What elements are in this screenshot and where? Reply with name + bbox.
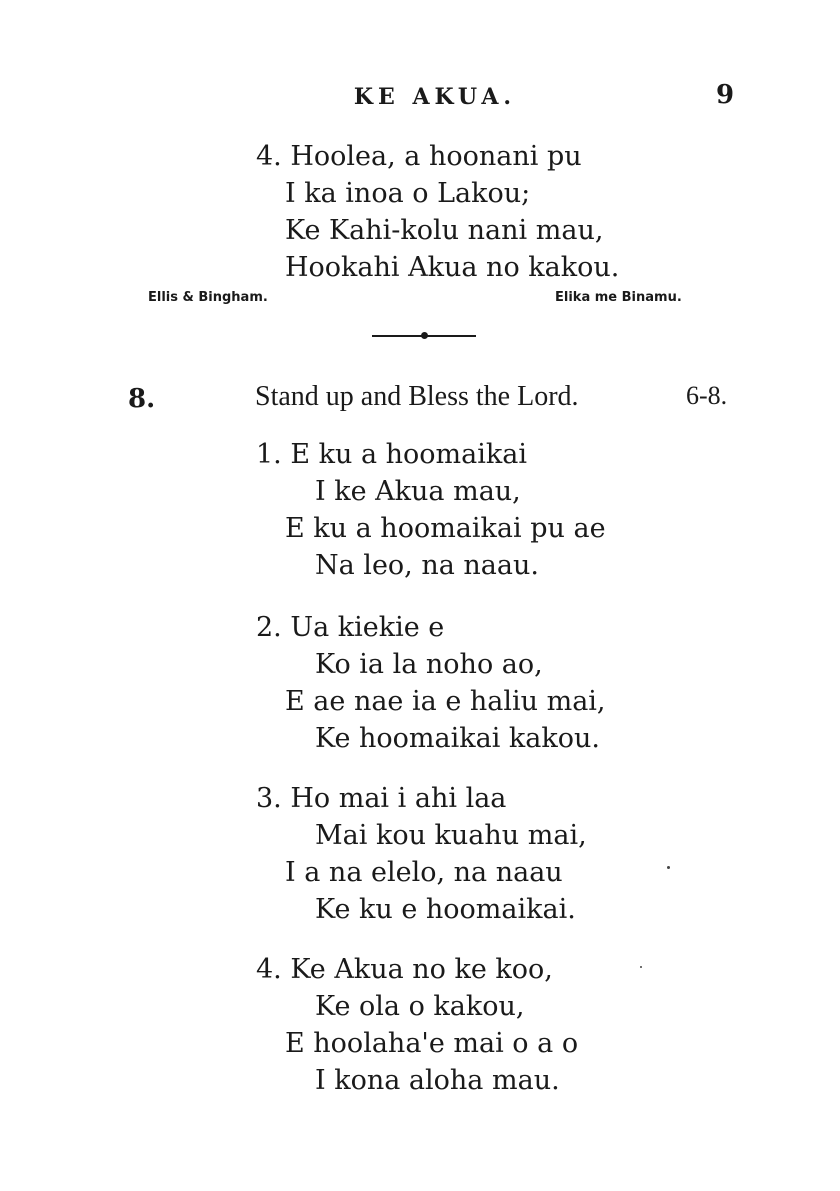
verse-line: I ka inoa o Lakou; [285,178,531,209]
separator-ornament [421,332,428,339]
page-number: 9 [716,80,735,110]
verse-line: Mai kou kuahu mai, [315,820,587,851]
verse-line: E ku a hoomaikai pu ae [285,513,606,544]
verse-line: 1. E ku a hoomaikai [256,439,527,470]
verse-line: I kona aloha mau. [315,1065,560,1096]
verse-line: E hoolaha'e mai o a o [285,1028,579,1059]
hymn-title: Stand up and Bless the Lord. [255,381,579,412]
verse-line: 2. Ua kiekie e [256,612,445,643]
print-speck [640,966,642,968]
verse-line: E ae nae ia e haliu mai, [285,686,606,717]
verse-line: Hookahi Akua no kakou. [285,252,620,283]
verse-line: 4. Hoolea, a hoonani pu [256,141,582,172]
running-head: KE AKUA. [353,84,517,110]
verse-line: Ke ola o kakou, [315,991,525,1022]
hymn-meter: 6-8. [686,381,728,410]
verse-line: I ke Akua mau, [315,476,521,507]
hymn-number: 8. [128,384,156,414]
verse-line: 3. Ho mai i ahi laa [256,783,507,814]
verse-line: Na leo, na naau. [315,550,539,581]
verse-line: Ke ku e hoomaikai. [315,894,576,925]
verse-line: Ke Kahi-kolu nani mau, [285,215,604,246]
verse-line: Ko ia la noho ao, [315,649,543,680]
credit-hawaiian: Elika me Binamu. [555,290,682,305]
print-speck [667,866,670,869]
verse-line: Ke hoomaikai kakou. [315,723,600,754]
verse-line: 4. Ke Akua no ke koo, [256,954,553,985]
verse-line: I a na elelo, na naau [285,857,563,888]
credit-english: Ellis & Bingham. [148,290,268,305]
